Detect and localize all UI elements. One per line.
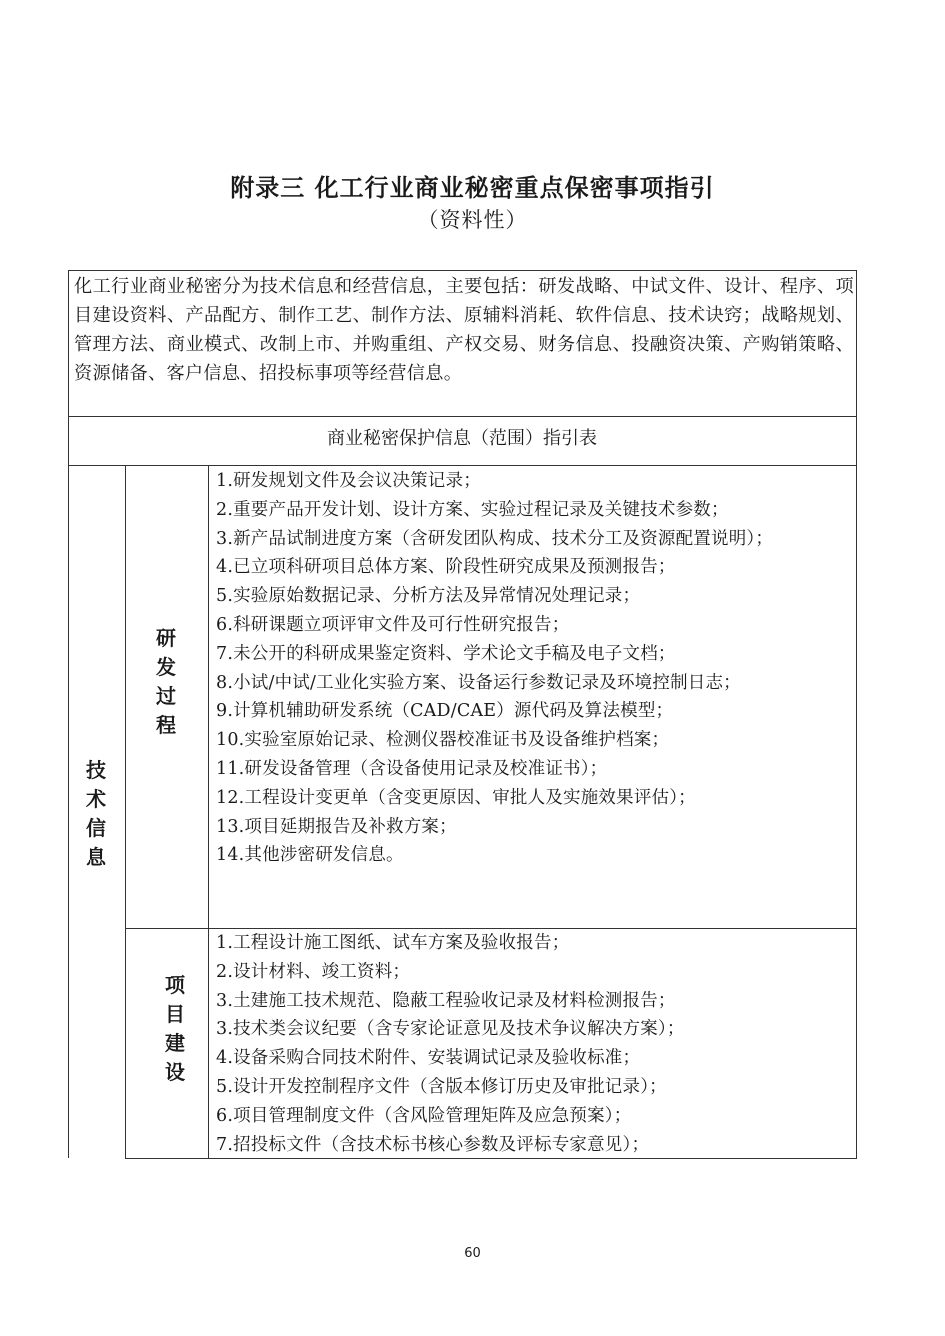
intro-paragraph: 化工行业商业秘密分为技术信息和经营信息，主要包括：研发战略、中试文件、设计、程序、项目建设资料、产品配方、制作工艺、制作方法、原辅料消耗、软件信息、技术诀窍；战略规划、管理方法、商业模式、改制上市、并购重组、产权交易、财务信息、投融资决策、产购销策略、资源储备、客户信息、招投标事项等经营信息。 [74,276,854,384]
table-left-border [68,270,69,1158]
section-label-rd: 研发过程 [156,626,176,737]
table-right-border [856,270,857,1159]
list-item: 14.其他涉密研发信息。 [216,845,404,866]
list-item: 6.项目管理制度文件（含风险管理矩阵及应急预案）； [216,1105,632,1126]
list-item: 1.工程设计施工图纸、试车方案及验收报告； [216,933,570,953]
category-column-border [125,465,126,1159]
list-item: 9.计算机辅助研发系统（CAD/CAE）源代码及算法模型； [216,701,674,722]
list-item: 11.研发设备管理（含设备使用记录及校准证书）； [216,758,608,779]
section-column-border [208,465,209,1159]
list-item: 3.土建施工技术规范、隐蔽工程验收记录及材料检测报告； [216,990,676,1011]
list-item: 4.设备采购合同技术附件、安装调试记录及验收标准； [216,1048,641,1069]
list-item: 5.实验原始数据记录、分析方法及异常情况处理记录； [216,586,641,607]
list-item: 2.重要产品开发计划、设计方案、实验过程记录及关键技术参数； [216,499,729,520]
category-label: 技术信息 [86,758,106,869]
list-item: 13.项目延期报告及补救方案； [216,816,457,837]
list-item: 12.工程设计变更单（含变更原因、审批人及实施效果评估）； [216,787,696,808]
list-item: 3.新产品试制进度方案（含研发团队构成、技术分工及资源配置说明）； [216,528,774,549]
list-item: 7.招投标文件（含技术标书核心参数及评标专家意见）； [216,1134,650,1155]
appendix-subtitle: （资料性） [417,208,528,232]
list-item: 1.研发规划文件及会议决策记录； [216,471,481,491]
section-label-construction: 项目建设 [165,973,185,1084]
appendix-title: 附录三 化工行业商业秘密重点保密事项指引 [230,174,715,202]
construction-item-list [216,929,856,1159]
table-top-border [68,270,857,271]
list-item: 7.未公开的科研成果鉴定资料、学术论文手稿及电子文档； [216,643,676,664]
list-item: 10.实验室原始记录、检测仪器校准证书及设备维护档案； [216,730,670,751]
list-item: 8.小试/中试/工业化实验方案、设备运行参数记录及环境控制日志； [216,672,741,693]
table-heading: 商业秘密保护信息（范围）指引表 [327,428,597,449]
list-item: 2.设计材料、竣工资料； [216,961,411,982]
intro-bottom-border [68,416,857,417]
list-item: 4.已立项科研项目总体方案、阶段性研究成果及预测报告； [216,557,676,578]
heading-bottom-border [68,465,857,466]
list-item: 6.科研课题立项评审文件及可行性研究报告； [216,614,570,635]
list-item: 3.技术类会议纪要（含专家论证意见及技术争议解决方案）； [216,1019,685,1040]
list-item: 5.设计开发控制程序文件（含版本修订历史及审批记录）； [216,1076,667,1097]
rd-item-list [216,467,856,870]
page-number: 60 [464,1246,481,1261]
